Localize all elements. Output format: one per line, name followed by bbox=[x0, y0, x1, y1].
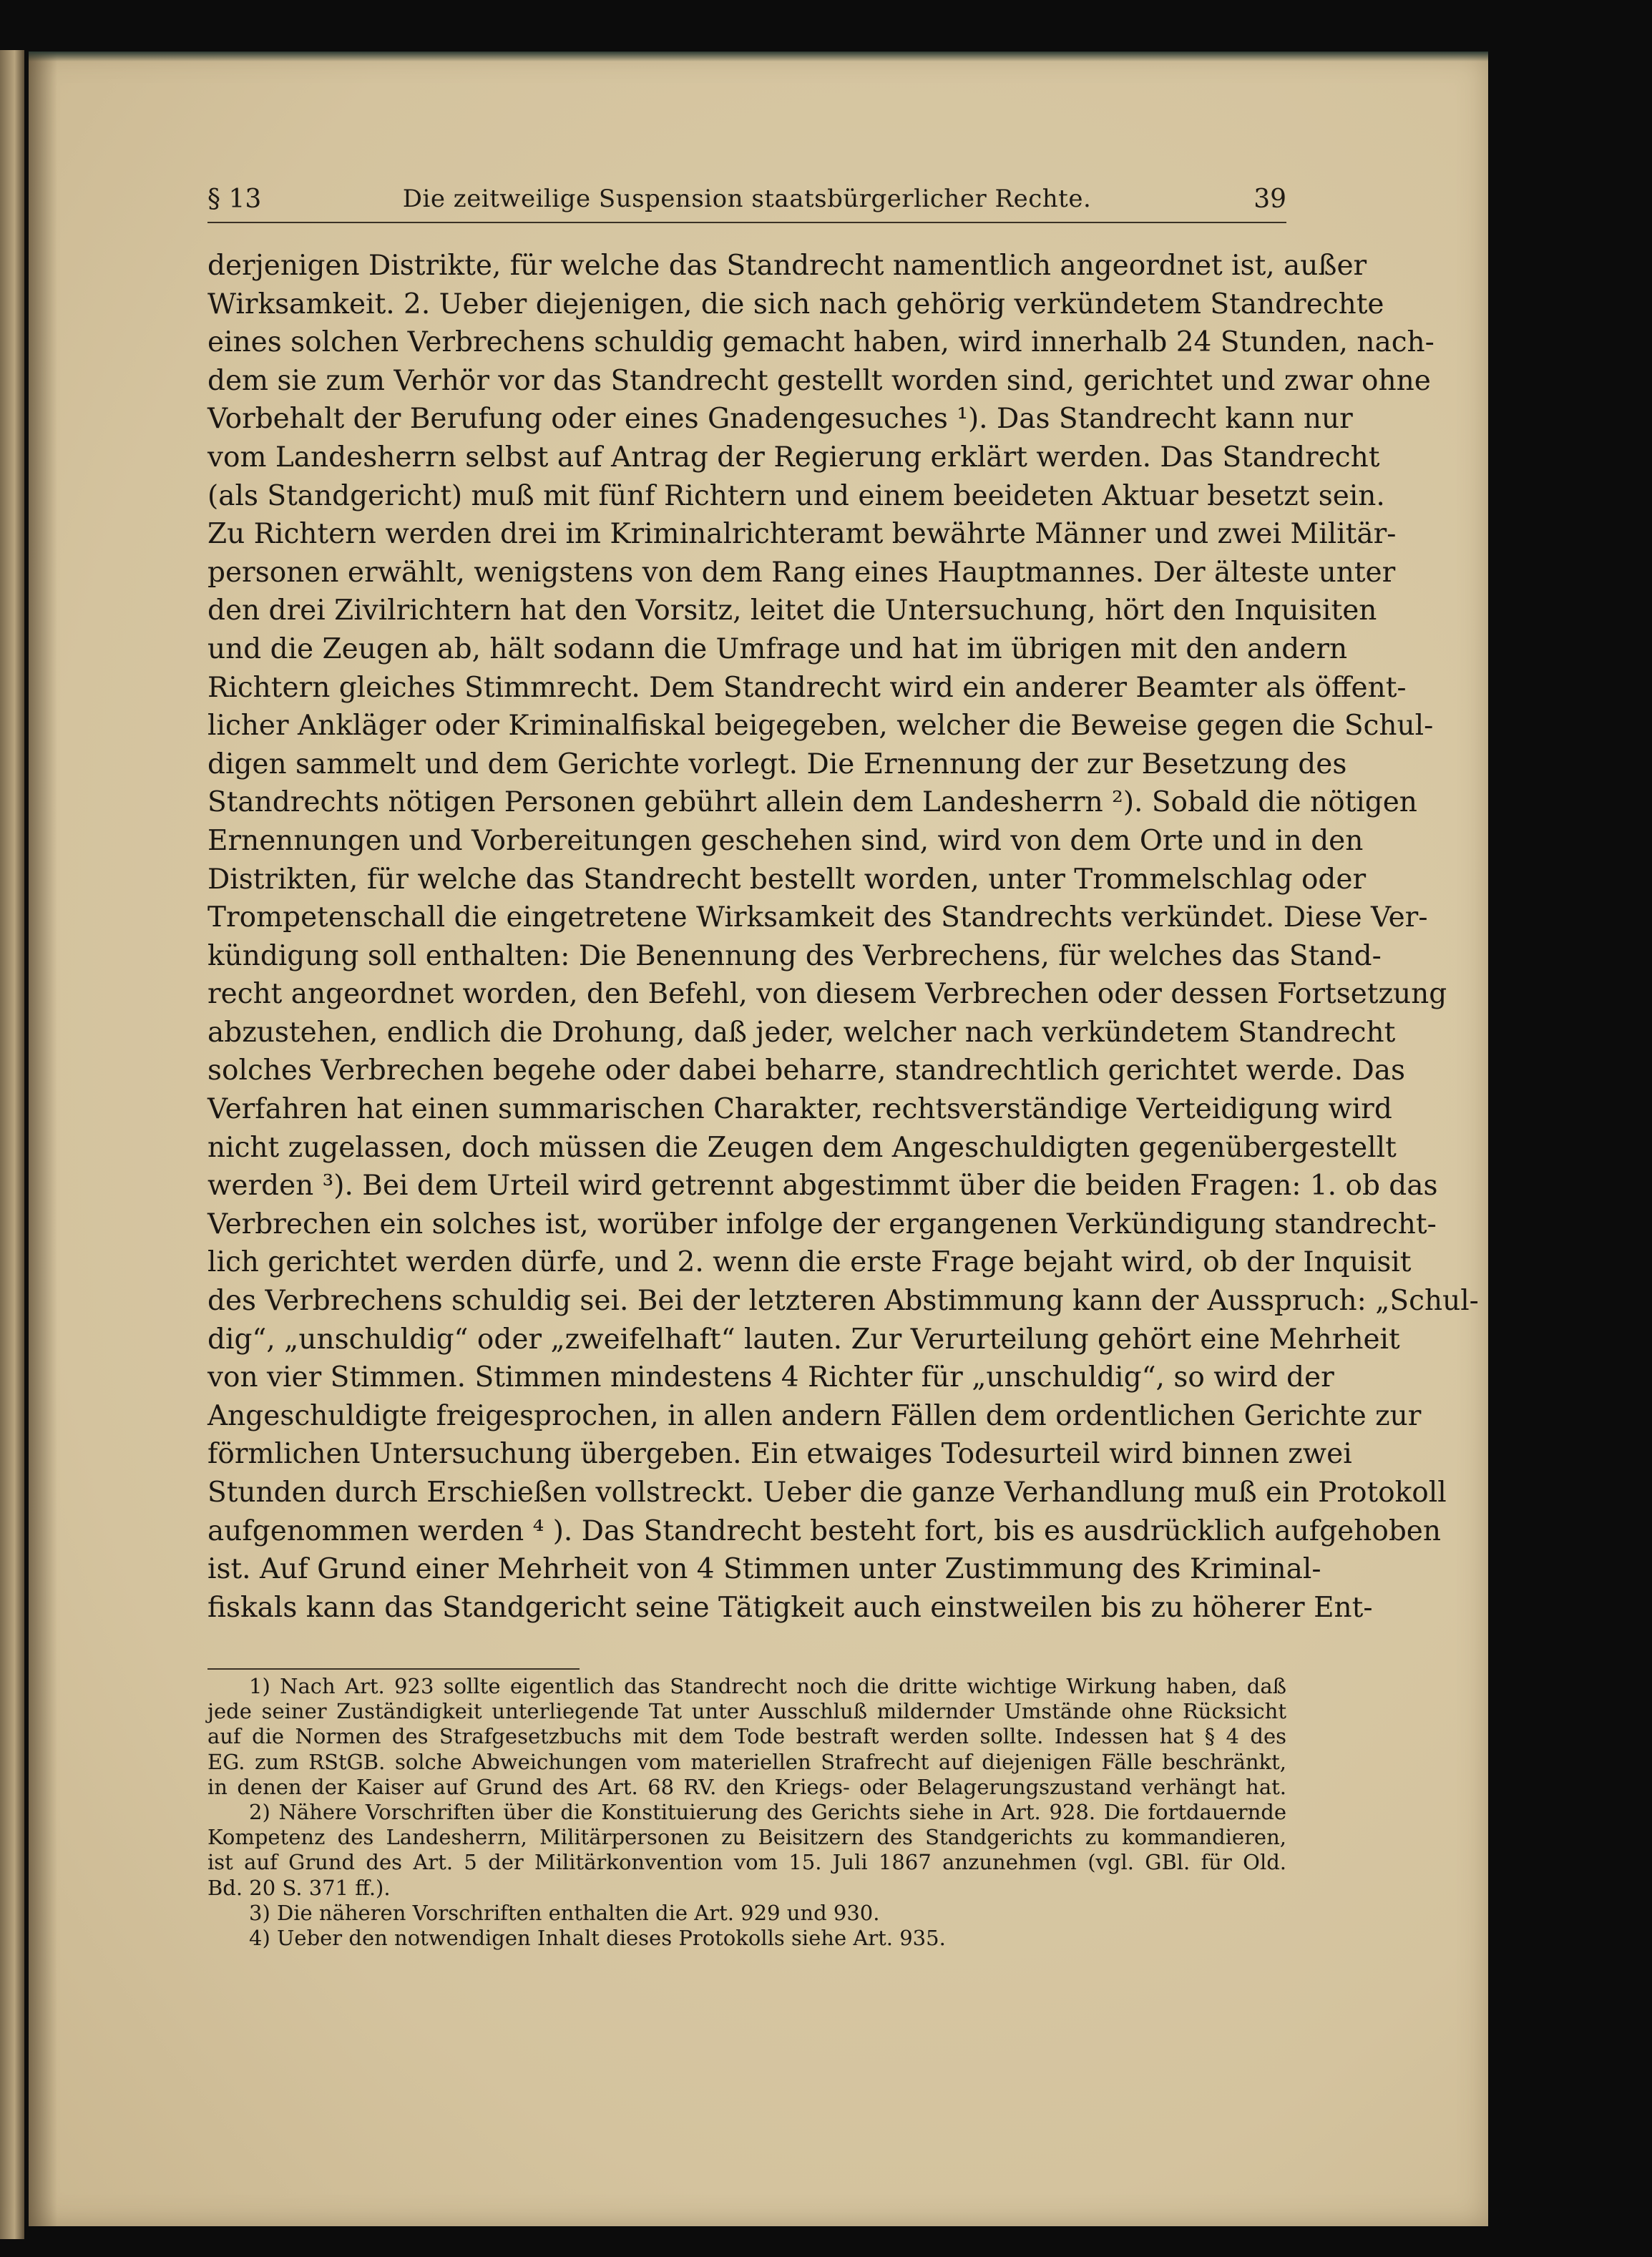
body-line: Richtern gleiches Stimmrecht. Dem Standrecht wird ein anderer Beamter als öffent- bbox=[207, 671, 1407, 704]
facing-page-edge bbox=[0, 50, 24, 2239]
footnote-line: 3) Die näheren Vorschriften enthalten die Art. 929 und 930. bbox=[249, 1900, 880, 1925]
footnote-line: Kompetenz des Landesherrn, Militärpersonen zu Beisitzern des Standgerichts zu kommandieren, bbox=[207, 1825, 1286, 1850]
footnote-line: 2) Nähere Vorschriften über die Konstituierung des Gerichts siehe in Art. 928. Die fortdauernde bbox=[249, 1799, 1286, 1824]
footnote-rule bbox=[207, 1668, 580, 1670]
body-line: digen sammelt und dem Gerichte vorlegt. Die Ernennung der zur Besetzung des bbox=[207, 748, 1347, 780]
body-line: dem sie zum Verhör vor das Standrecht gestellt worden sind, gerichtet und zwar ohne bbox=[207, 364, 1431, 397]
header-rule bbox=[207, 222, 1286, 223]
page-gutter-shadow bbox=[29, 52, 57, 2226]
page-number: 39 bbox=[1253, 185, 1286, 214]
body-line: recht angeordnet worden, den Befehl, von diesem Verbrechen oder dessen Fortsetzung bbox=[207, 978, 1447, 1011]
body-line: Ernennungen und Vorbereitungen geschehen sind, wird von dem Orte und in den bbox=[207, 824, 1364, 857]
footnote-line: 4) Ueber den notwendigen Inhalt dieses Protokolls siehe Art. 935. bbox=[249, 1925, 946, 1950]
section-number: § 13 bbox=[207, 185, 262, 214]
body-line: kündigung soll enthalten: Die Benennung des Verbrechens, für welches das Stand- bbox=[207, 939, 1382, 972]
body-line: fiskals kann das Standgericht seine Tätigkeit auch einstweilen bis zu höherer Ent- bbox=[207, 1591, 1373, 1624]
body-line: eines solchen Verbrechens schuldig gemacht haben, wird innerhalb 24 Stunden, nach- bbox=[207, 326, 1434, 359]
running-title: Die zeitweilige Suspension staatsbürgerlicher Rechte. bbox=[402, 185, 1092, 213]
body-text bbox=[207, 247, 1479, 1627]
body-line: lich gerichtet werden dürfe, und 2. wenn die erste Frage bejaht wird, ob der Inquisit bbox=[207, 1246, 1412, 1279]
footnote-line: auf die Normen des Strafgesetzbuchs mit dem Tode bestraft werden sollte. Indessen hat § 4 des bbox=[207, 1724, 1286, 1749]
body-line: Angeschuldigte freigesprochen, in allen andern Fällen dem ordentlichen Gerichte zur bbox=[207, 1399, 1422, 1432]
body-line: förmlichen Untersuchung übergeben. Ein etwaiges Todesurteil wird binnen zwei bbox=[207, 1438, 1352, 1471]
body-line: Standrechts nötigen Personen gebührt allein dem Landesherrn ²). Sobald die nötigen bbox=[207, 786, 1417, 819]
body-line: aufgenommen werden ⁴ ). Das Standrecht besteht fort, bis es ausdrücklich aufgehoben bbox=[207, 1514, 1441, 1547]
body-line: nicht zugelassen, doch müssen die Zeugen dem Angeschuldigten gegenübergestellt bbox=[207, 1131, 1397, 1164]
body-line: Verbrechen ein solches ist, worüber infolge der ergangenen Verkündigung standrecht- bbox=[207, 1208, 1437, 1240]
body-line: Vorbehalt der Berufung oder eines Gnadengesuches ¹). Das Standrecht kann nur bbox=[207, 403, 1353, 436]
body-line: Distrikten, für welche das Standrecht bestellt worden, unter Trommelschlag oder bbox=[207, 863, 1367, 896]
footnote-line: in denen der Kaiser auf Grund des Art. 68 RV. den Kriegs- oder Belagerungszustand verhängt hat. bbox=[207, 1774, 1286, 1799]
body-line: derjenigen Distrikte, für welche das Standrecht namentlich angeordnet ist, außer bbox=[207, 250, 1367, 282]
body-line: des Verbrechens schuldig sei. Bei der letzteren Abstimmung kann der Ausspruch: „Schul- bbox=[207, 1285, 1479, 1318]
body-line: solches Verbrechen begehe oder dabei beharre, standrechtlich gerichtet werde. Das bbox=[207, 1054, 1406, 1087]
body-line: personen erwählt, wenigstens von dem Rang eines Hauptmannes. Der älteste unter bbox=[207, 556, 1396, 589]
page-top-edge bbox=[29, 52, 1488, 62]
running-header bbox=[207, 185, 1286, 220]
body-line: von vier Stimmen. Stimmen mindestens 4 Richter für „unschuldig“, so wird der bbox=[207, 1361, 1334, 1394]
footnote-line: ist auf Grund des Art. 5 der Militärkonvention vom 15. Juli 1867 anzunehmen (vgl. GBl. für Old. bbox=[207, 1850, 1286, 1875]
body-line: Trompetenschall die eingetretene Wirksamkeit des Standrechts verkündet. Diese Ver- bbox=[207, 901, 1428, 934]
footnotes bbox=[207, 1674, 1286, 1951]
body-line: Verfahren hat einen summarischen Charakter, rechtsverständige Verteidigung wird bbox=[207, 1093, 1392, 1126]
body-line: und die Zeugen ab, hält sodann die Umfrage und hat im übrigen mit den andern bbox=[207, 632, 1348, 665]
body-line: werden ³). Bei dem Urteil wird getrennt abgestimmt über die beiden Fragen: 1. ob das bbox=[207, 1170, 1438, 1203]
body-line: abzustehen, endlich die Drohung, daß jeder, welcher nach verkündetem Standrecht bbox=[207, 1016, 1396, 1049]
body-line: den drei Zivilrichtern hat den Vorsitz, leitet die Untersuchung, hört den Inquisiten bbox=[207, 594, 1377, 627]
body-line: Stunden durch Erschießen vollstreckt. Ueber die ganze Verhandlung muß ein Protokoll bbox=[207, 1477, 1447, 1509]
footnote-line: 1) Nach Art. 923 sollte eigentlich das Standrecht noch die dritte wichtige Wirkung haben, daß bbox=[249, 1674, 1286, 1698]
footnote-line: EG. zum RStGB. solche Abweichungen vom materiellen Strafrecht auf diejenigen Fälle beschränkt, bbox=[207, 1749, 1286, 1774]
footnote-line: jede seiner Zuständigkeit unterliegende Tat unter Ausschluß mildernder Umstände ohne Rücksicht bbox=[207, 1699, 1286, 1724]
body-line: dig“, „unschuldig“ oder „zweifelhaft“ lauten. Zur Verurteilung gehört eine Mehrheit bbox=[207, 1323, 1400, 1356]
body-line: vom Landesherrn selbst auf Antrag der Regierung erklärt werden. Das Standrecht bbox=[207, 441, 1380, 474]
body-line: licher Ankläger oder Kriminalfiskal beigegeben, welcher die Beweise gegen die Schul- bbox=[207, 710, 1434, 743]
body-line: (als Standgericht) muß mit fünf Richtern und einem beeideten Aktuar besetzt sein. bbox=[207, 479, 1385, 512]
body-line: ist. Auf Grund einer Mehrheit von 4 Stimmen unter Zustimmung des Kriminal- bbox=[207, 1553, 1321, 1586]
body-line: Zu Richtern werden drei im Kriminalrichteramt bewährte Männer und zwei Militär- bbox=[207, 518, 1397, 551]
footnote-line: Bd. 20 S. 371 ff.). bbox=[207, 1875, 391, 1900]
body-line: Wirksamkeit. 2. Ueber diejenigen, die sich nach gehörig verkündetem Standrechte bbox=[207, 288, 1384, 320]
